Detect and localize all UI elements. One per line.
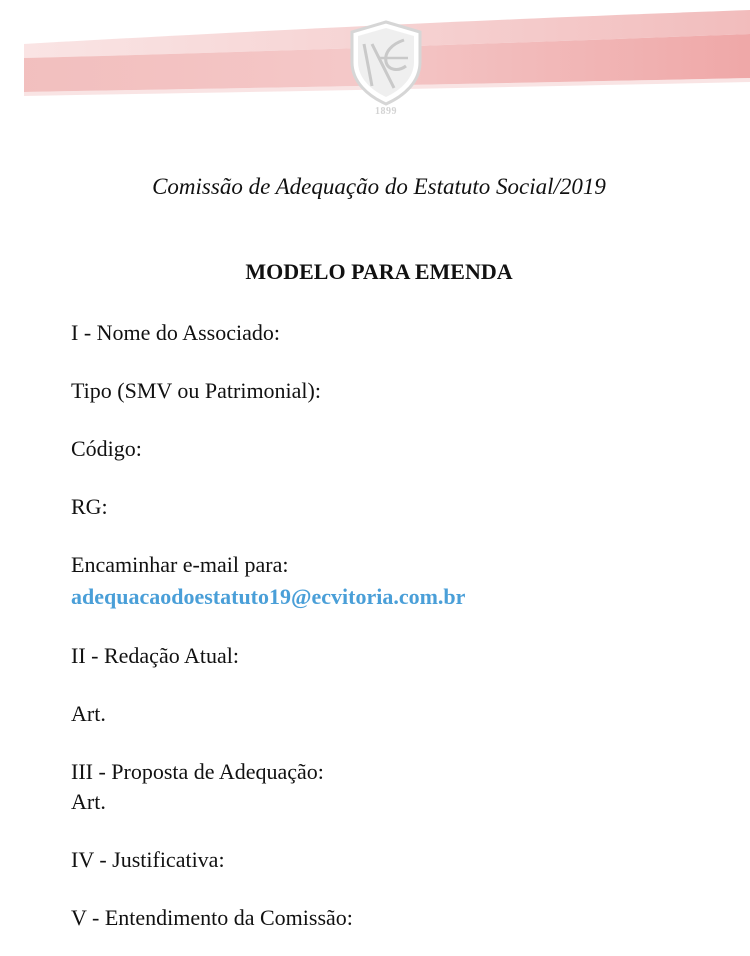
field-redacao-atual: II - Redação Atual: — [71, 643, 239, 668]
crest-year: 1899 — [375, 106, 397, 117]
email-link[interactable]: adequacaodoestatuto19@ecvitoria.com.br — [71, 584, 466, 609]
field-codigo: Código: — [71, 436, 142, 461]
field-nome-associado: I - Nome do Associado: — [71, 320, 280, 345]
field-art-proposta: Art. — [71, 789, 106, 814]
field-proposta: III - Proposta de Adequação: — [71, 759, 324, 784]
document-subtitle: Comissão de Adequação do Estatuto Social/2019 — [152, 174, 606, 199]
field-encaminhar: Encaminhar e-mail para: — [71, 552, 289, 577]
field-tipo: Tipo (SMV ou Patrimonial): — [71, 378, 321, 403]
field-justificativa: IV - Justificativa: — [71, 847, 225, 872]
field-rg: RG: — [71, 494, 108, 519]
club-crest-icon — [352, 22, 420, 104]
field-entendimento: V - Entendimento da Comissão: — [71, 905, 353, 930]
document-title: MODELO PARA EMENDA — [245, 259, 513, 284]
field-art-atual: Art. — [71, 701, 106, 726]
